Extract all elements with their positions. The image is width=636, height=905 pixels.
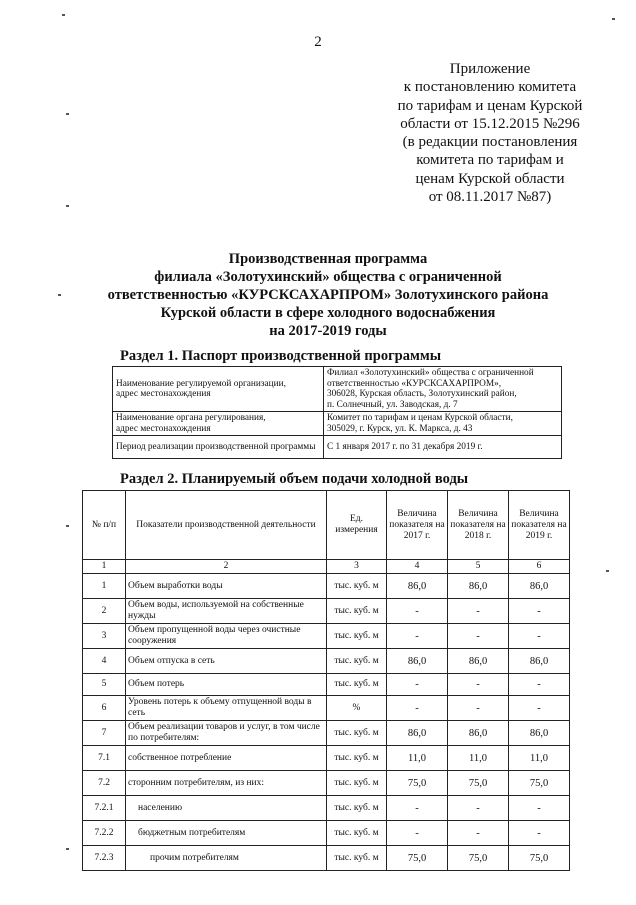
scan-speck — [62, 14, 65, 16]
table-row — [83, 696, 570, 721]
row-value-2019: 86,0 — [509, 721, 570, 746]
supply-table — [82, 490, 570, 871]
table-row — [113, 367, 562, 412]
row-indicator: Объем отпуска в сеть — [126, 649, 327, 674]
row-unit: тыс. куб. м — [327, 771, 387, 796]
table-row — [83, 746, 570, 771]
table-row — [83, 599, 570, 624]
row-value-2017: 86,0 — [387, 574, 448, 599]
row-unit: тыс. куб. м — [327, 746, 387, 771]
cell-line: Наименование регулируемой организации, — [116, 378, 286, 389]
column-number: 2 — [126, 560, 327, 574]
row-value-2018: - — [448, 696, 509, 721]
row-number: 7.2.1 — [83, 796, 126, 821]
row-number: 7 — [83, 721, 126, 746]
row-unit: тыс. куб. м — [327, 624, 387, 649]
table-row — [83, 674, 570, 696]
row-indicator: Объем воды, используемой на собственные нужды — [126, 599, 327, 624]
cell-line: 306028, Курская область, Золотухинский район, — [327, 389, 517, 399]
appendix-line: Приложение — [449, 61, 531, 77]
row-value-2018: - — [448, 821, 509, 846]
row-indicator: Уровень потерь к объему отпущенной воды в сеть — [126, 696, 327, 721]
row-number: 3 — [83, 624, 126, 649]
row-unit: тыс. куб. м — [327, 846, 387, 871]
column-number: 4 — [387, 560, 448, 574]
row-number: 7.2 — [83, 771, 126, 796]
row-unit: тыс. куб. м — [327, 821, 387, 846]
column-number: 6 — [509, 560, 570, 574]
row-value-2017: 11,0 — [387, 746, 448, 771]
cell-line: Филиал «Золотухинский» общества с ограниченной — [327, 368, 534, 378]
scan-speck — [66, 113, 69, 115]
row-value-2017: 75,0 — [387, 771, 448, 796]
row-value-2018: - — [448, 624, 509, 649]
row-unit: тыс. куб. м — [327, 574, 387, 599]
row-value-2018: 75,0 — [448, 771, 509, 796]
appendix-line: (в редакции постановления — [402, 134, 578, 151]
row-unit: тыс. куб. м — [327, 796, 387, 821]
row-value-2018: 11,0 — [448, 746, 509, 771]
row-value-2019: - — [509, 674, 570, 696]
row-value-2018: - — [448, 674, 509, 696]
appendix-line: к постановлению комитета — [403, 79, 577, 96]
table-row — [83, 574, 570, 599]
row-number: 1 — [83, 574, 126, 599]
column-number: 5 — [448, 560, 509, 574]
cell-line: Период реализации производственной программы — [116, 441, 316, 452]
column-number-row — [83, 560, 570, 574]
scan-speck — [606, 570, 609, 572]
passport-value — [324, 412, 562, 436]
cell-line: адрес местонахождения — [116, 423, 211, 434]
row-number: 7.2.2 — [83, 821, 126, 846]
scan-speck — [58, 294, 61, 296]
row-value-2017: - — [387, 599, 448, 624]
column-number: 1 — [83, 560, 126, 574]
passport-table — [112, 366, 562, 459]
row-value-2017: - — [387, 796, 448, 821]
header-2018: Величина показателя на 2018 г. — [448, 491, 509, 560]
cell-line: Наименование органа регулирования, — [116, 413, 266, 423]
row-unit: тыс. куб. м — [327, 674, 387, 696]
row-value-2018: 86,0 — [448, 574, 509, 599]
row-value-2019: - — [509, 796, 570, 821]
row-value-2019: 86,0 — [509, 649, 570, 674]
row-number: 7.2.3 — [83, 846, 126, 871]
column-number: 3 — [327, 560, 387, 574]
row-indicator: сторонним потребителям, из них: — [126, 771, 327, 796]
section1-title: Раздел 1. Паспорт производственной программы — [120, 348, 442, 364]
row-unit: тыс. куб. м — [327, 649, 387, 674]
row-value-2018: - — [448, 796, 509, 821]
row-value-2017: 86,0 — [387, 649, 448, 674]
appendix-line: комитета по тарифам и — [416, 152, 564, 169]
table-header-row — [83, 491, 570, 560]
row-unit: % — [327, 696, 387, 721]
row-value-2018: 86,0 — [448, 721, 509, 746]
cell-line: п. Солнечный, ул. Заводская, д. 7 — [327, 399, 458, 410]
table-row — [83, 721, 570, 746]
row-number: 4 — [83, 649, 126, 674]
table-row — [83, 624, 570, 649]
row-value-2017: - — [387, 821, 448, 846]
table-row — [113, 412, 562, 436]
table-row — [83, 821, 570, 846]
program-title-line: Производственная программа — [228, 251, 428, 267]
appendix-line: по тарифам и ценам Курской — [397, 97, 583, 114]
row-number: 6 — [83, 696, 126, 721]
program-title-line: филиала «Золотухинский» общества с ограниченной — [154, 269, 502, 285]
scan-speck — [612, 18, 615, 20]
appendix-note — [360, 60, 620, 206]
passport-label — [113, 412, 324, 436]
row-number: 5 — [83, 674, 126, 696]
program-title — [100, 250, 556, 340]
row-indicator: прочим потребителям — [126, 846, 327, 871]
row-value-2019: 11,0 — [509, 746, 570, 771]
header-2019: Величина показателя на 2019 г. — [509, 491, 570, 560]
page-number: 2 — [314, 34, 322, 50]
cell-line: Комитет по тарифам и ценам Курской области, — [327, 413, 513, 423]
program-title-line: ответственностью «КУРСКСАХАРПРОМ» Золотухинского района — [107, 287, 549, 303]
row-number: 2 — [83, 599, 126, 624]
row-value-2017: - — [387, 624, 448, 649]
row-indicator: Объем пропущенной воды через очистные сооружения — [126, 624, 327, 649]
row-value-2019: 75,0 — [509, 771, 570, 796]
row-indicator: собственное потребление — [126, 746, 327, 771]
row-value-2017: 86,0 — [387, 721, 448, 746]
row-value-2019: - — [509, 624, 570, 649]
table-row — [83, 649, 570, 674]
cell-line: 305029, г. Курск, ул. К. Маркса, д. 43 — [327, 423, 473, 434]
table-row — [83, 771, 570, 796]
header-indicator: Показатели производственной деятельности — [126, 491, 327, 560]
appendix-line: области от 15.12.2015 №296 — [400, 115, 580, 132]
row-value-2018: 75,0 — [448, 846, 509, 871]
row-indicator: Объем потерь — [126, 674, 327, 696]
table-row — [83, 796, 570, 821]
row-value-2019: 86,0 — [509, 574, 570, 599]
row-value-2019: 75,0 — [509, 846, 570, 871]
row-indicator: бюджетным потребителям — [126, 821, 327, 846]
row-unit: тыс. куб. м — [327, 599, 387, 624]
program-title-line: на 2017-2019 годы — [269, 323, 387, 339]
row-value-2019: - — [509, 696, 570, 721]
row-indicator: Объем выработки воды — [126, 574, 327, 599]
scan-speck — [66, 205, 69, 207]
cell-line: адрес местонахождения — [116, 389, 211, 399]
passport-label — [113, 367, 324, 412]
section2-title: Раздел 2. Планируемый объем подачи холодной воды — [120, 471, 469, 487]
row-unit: тыс. куб. м — [327, 721, 387, 746]
table-row — [113, 436, 562, 459]
passport-value — [324, 436, 562, 459]
row-indicator: Объем реализации товаров и услуг, в том числе по потребителям: — [126, 721, 327, 746]
row-indicator: населению — [126, 796, 327, 821]
row-value-2019: - — [509, 821, 570, 846]
header-2017: Величина показателя на 2017 г. — [387, 491, 448, 560]
header-num: № п/п — [83, 491, 126, 560]
appendix-line: от 08.11.2017 №87) — [428, 189, 552, 206]
row-value-2019: - — [509, 599, 570, 624]
passport-label — [113, 436, 324, 459]
row-value-2017: - — [387, 696, 448, 721]
scan-speck — [66, 848, 69, 850]
cell-line: ответственностью «КУРСКСАХАРПРОМ», — [327, 378, 502, 389]
passport-value — [324, 367, 562, 412]
table-row — [83, 846, 570, 871]
row-value-2018: 86,0 — [448, 649, 509, 674]
row-number: 7.1 — [83, 746, 126, 771]
cell-line: С 1 января 2017 г. по 31 декабря 2019 г. — [327, 441, 483, 452]
header-unit: Ед. измерения — [327, 491, 387, 560]
appendix-line: ценам Курской области — [415, 170, 565, 187]
scan-speck — [66, 525, 69, 527]
supply-rows — [83, 574, 570, 871]
row-value-2017: 75,0 — [387, 846, 448, 871]
row-value-2018: - — [448, 599, 509, 624]
program-title-line: Курской области в сфере холодного водоснабжения — [160, 305, 496, 321]
row-value-2017: - — [387, 674, 448, 696]
